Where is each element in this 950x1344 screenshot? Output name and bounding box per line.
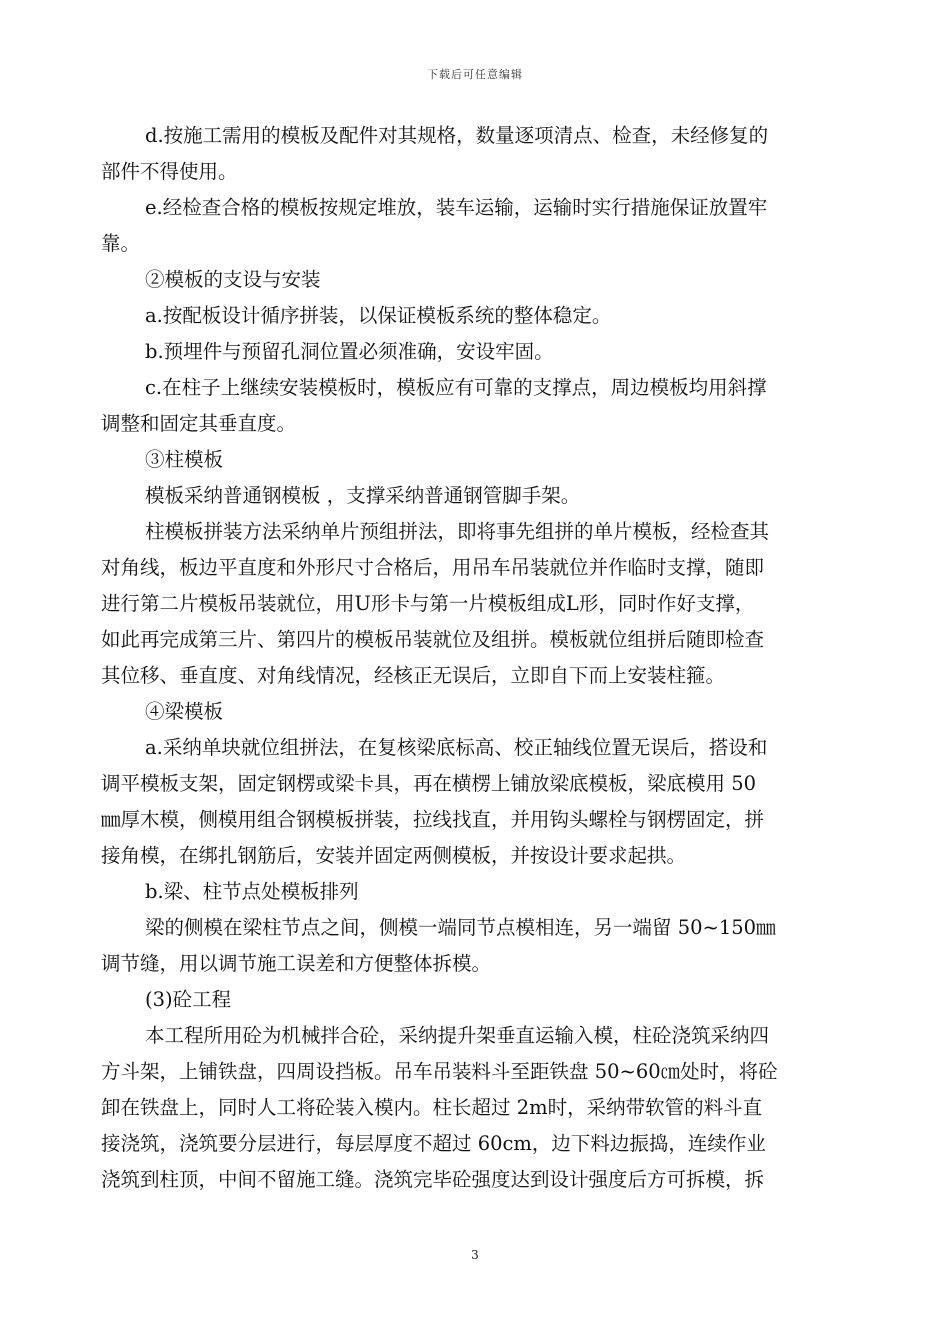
page-number: 3 bbox=[471, 1248, 479, 1262]
text-line: 调节缝，用以调节施工误差和方便整体拆模。 bbox=[101, 952, 492, 975]
text-line: a.按配板设计循序拼装，以保证模板系统的整体稳定。 bbox=[145, 304, 612, 327]
text-line: b.梁、柱节点处模板排列 bbox=[145, 880, 359, 903]
paragraph bbox=[101, 370, 861, 442]
paragraph bbox=[101, 694, 861, 730]
text-line: 靠。 bbox=[101, 232, 141, 255]
text-line: 模板采纳普通钢模板 ，支撑采纳普通钢管脚手架。 bbox=[145, 484, 581, 507]
paragraph bbox=[101, 478, 861, 514]
paragraph bbox=[101, 190, 861, 262]
text-line: 卸在铁盘上，同时人工将砼装入模内。柱长超过 2m时，采纳带软管的料斗直 bbox=[101, 1096, 763, 1119]
text-line: 接浇筑，浇筑要分层进行，每层厚度不超过 60cm，边下料边振捣，连续作业 bbox=[101, 1132, 766, 1155]
paragraph bbox=[101, 298, 861, 334]
document-body bbox=[101, 118, 861, 1198]
text-line: ③柱模板 bbox=[145, 448, 224, 471]
paragraph bbox=[101, 514, 861, 694]
text-line: ②模板的支设与安装 bbox=[145, 268, 321, 291]
text-line: 进行第二片模板吊装就位，用U形卡与第一片模板组成L形，同时作好支撑， bbox=[101, 592, 755, 615]
paragraph bbox=[101, 334, 861, 370]
paragraph bbox=[101, 262, 861, 298]
text-line: b.预埋件与预留孔洞位置必须准确，安设牢固。 bbox=[145, 340, 554, 363]
paragraph bbox=[101, 118, 861, 190]
text-line: ㎜厚木模，侧模用组合钢模板拼装，拉线找直，并用钩头螺栓与钢楞固定，拼 bbox=[101, 808, 765, 831]
text-line: c.在柱子上继续安装模板时，模板应有可靠的支撑点，周边模板均用斜撑 bbox=[145, 376, 767, 399]
paragraph bbox=[101, 1018, 861, 1198]
paragraph bbox=[101, 982, 861, 1018]
text-line: 梁的侧模在梁柱节点之间，侧模一端同节点模相连，另一端留 50~150㎜ bbox=[145, 916, 776, 939]
text-line: 方斗架，上铺铁盘，四周设挡板。吊车吊装料斗至距铁盘 50~60㎝处时，将砼 bbox=[101, 1060, 778, 1083]
text-line: 部件不得使用。 bbox=[101, 160, 238, 183]
text-line: 如此再完成第三片、第四片的模板吊装就位及组拼。模板就位组拼后随即检查 bbox=[101, 628, 765, 651]
paragraph bbox=[101, 910, 861, 982]
text-line: 本工程所用砼为机械拌合砼，采纳提升架垂直运输入模，柱砼浇筑采纳四 bbox=[145, 1024, 770, 1047]
text-line: 调整和固定其垂直度。 bbox=[101, 412, 297, 435]
text-line: 调平模板支架，固定钢楞或梁卡具，再在横楞上铺放梁底模板，梁底模用 50 bbox=[101, 772, 757, 795]
paragraph bbox=[101, 730, 861, 874]
text-line: e.经检查合格的模板按规定堆放，装车运输，运输时实行措施保证放置牢 bbox=[145, 196, 768, 219]
text-line: d.按施工需用的模板及配件对其规格，数量逐项清点、检查，未经修复的 bbox=[145, 124, 769, 147]
paragraph bbox=[101, 874, 861, 910]
text-line: 柱模板拼装方法采纳单片预组拼法，即将事先组拼的单片模板，经检查其 bbox=[145, 520, 770, 543]
text-line: a.采纳单块就位组拼法，在复核梁底标高、校正轴线位置无误后，搭设和 bbox=[145, 736, 768, 759]
text-line: 浇筑到柱顶，中间不留施工缝。浇筑完毕砼强度达到设计强度后方可拆模，拆 bbox=[101, 1168, 765, 1191]
text-line: 接角模，在绑扎钢筋后，安装并固定两侧模板，并按设计要求起拱。 bbox=[101, 844, 687, 867]
text-line: 其位移、垂直度、对角线情况，经核正无误后，立即自下而上安装柱箍。 bbox=[101, 664, 726, 687]
text-line: ④梁模板 bbox=[145, 700, 224, 723]
page-header: 下载后可任意编辑 bbox=[427, 68, 523, 81]
text-line: 对角线，板边平直度和外形尺寸合格后，用吊车吊装就位并作临时支撑，随即 bbox=[101, 556, 765, 579]
paragraph bbox=[101, 442, 861, 478]
text-line: (3)砼工程 bbox=[145, 988, 232, 1011]
